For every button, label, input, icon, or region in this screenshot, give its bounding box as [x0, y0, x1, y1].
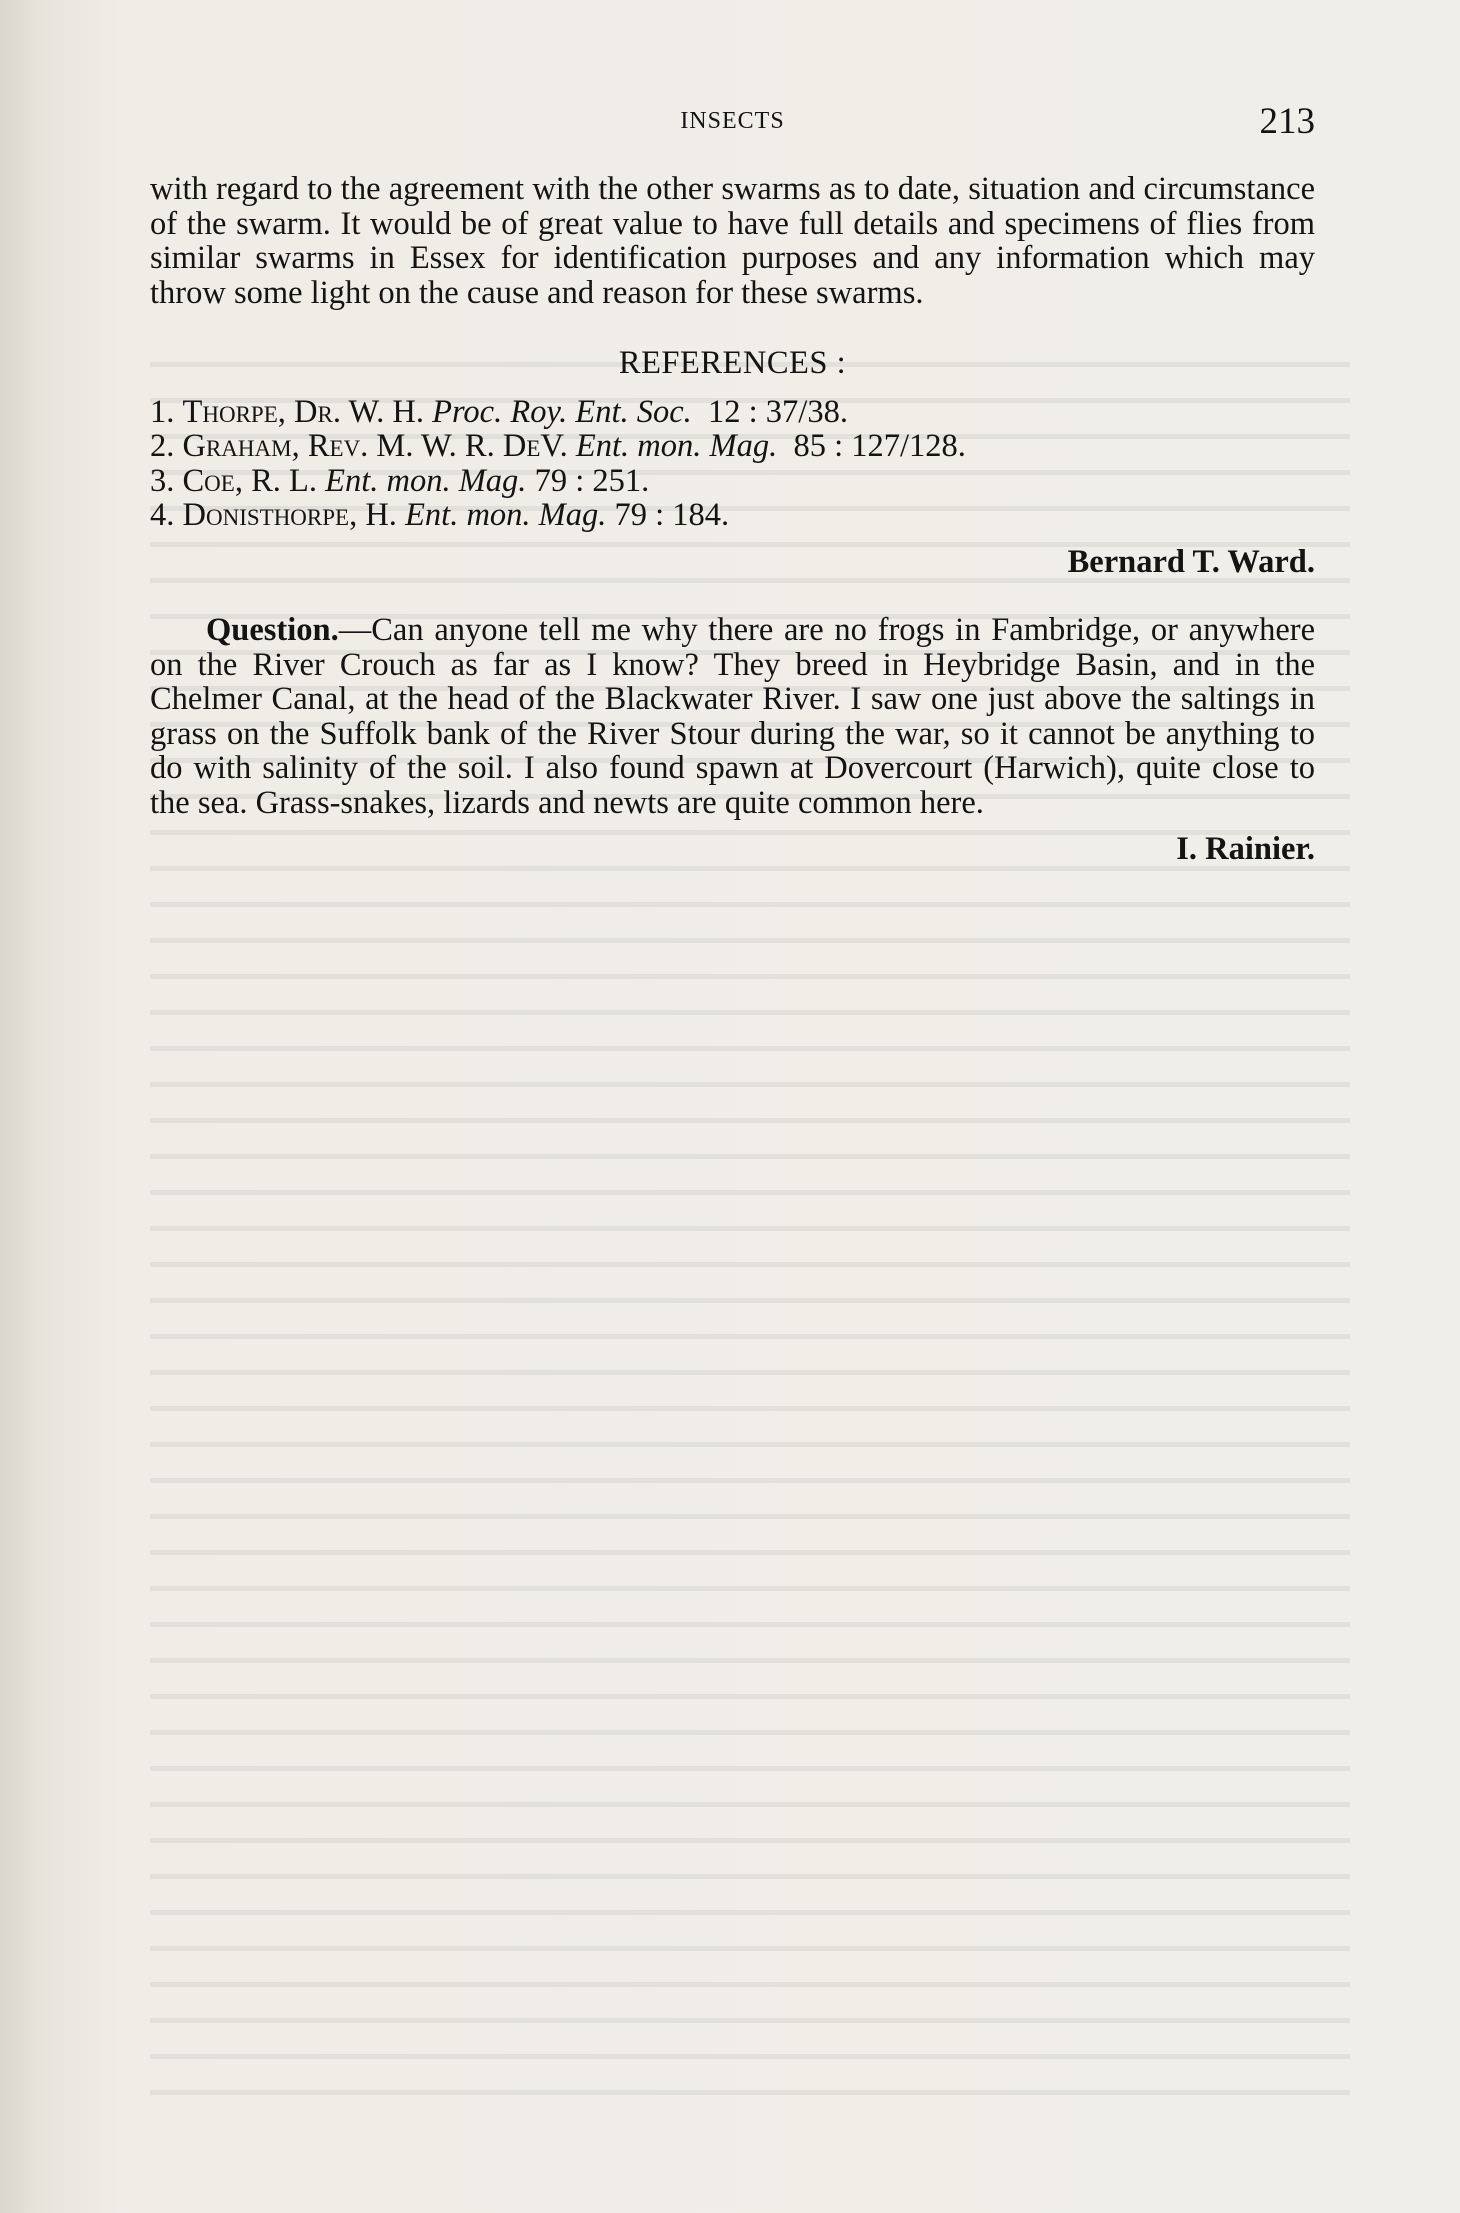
reference-citation: 79 : 251. [534, 462, 650, 499]
reference-journal: Proc. Roy. Ent. Soc. [432, 393, 692, 430]
reference-citation: 85 : 127/128. [793, 428, 966, 464]
reference-item [150, 395, 1315, 430]
question-text: —Can anyone tell me why there are no frogs in Fambridge, or anywhere on the River Crouch as far as I know? They breed in Heybridge Basin, and in the Chelmer Canal, at the head of the Blackwater River. I saw one just above the saltings in grass on the Suffolk bank of the River Stour during the war, so it cannot be anything to do with salinity of the soil. I also found spawn at Dovercourt (Harwich), quite close to the sea. Grass-snakes, lizards and newts are quite common here. [150, 612, 1315, 821]
reference-item [150, 498, 1315, 533]
reference-journal: Ent. mon. Mag. [575, 428, 778, 464]
page-number: 213 [1259, 101, 1315, 142]
signature-ward: Bernard T. Ward. [1067, 543, 1315, 580]
reference-author: Graham, Rev. M. W. R. DeV. [182, 428, 568, 464]
intro-paragraph: with regard to the agreement with the other swarms as to date, situation and circumstance of the swarm. It would be of great value to have full details and specimens of flies from similar swarms in Essex for identification purposes and any information which may throw some light on the cause and reason for these swarms. [150, 171, 1315, 311]
question-paragraph [150, 613, 1315, 820]
reference-author: Thorpe, Dr. W. H. [182, 393, 425, 430]
signature-rainier: I. Rainier. [1176, 831, 1315, 867]
question-label: Question. [206, 612, 339, 648]
reference-number: 2. [150, 428, 175, 464]
reference-number: 1. [150, 393, 175, 430]
reference-item [150, 429, 1315, 464]
references-heading: REFERENCES : [618, 345, 847, 381]
reference-citation: 12 : 37/38. [708, 393, 848, 430]
reference-item [150, 464, 1315, 499]
page-body [150, 172, 1315, 867]
reference-number: 4. [150, 497, 175, 533]
page-header [150, 100, 1315, 160]
reference-journal: Ent. mon. Mag. [405, 497, 607, 533]
reference-author: Donisthorpe, H. [182, 497, 397, 533]
references-list [150, 395, 1315, 533]
reference-number: 3. [150, 462, 175, 499]
reference-author: Coe, R. L. [182, 462, 317, 499]
reference-journal: Ent. mon. Mag. [325, 462, 527, 499]
reference-citation: 79 : 184. [614, 497, 730, 533]
running-head: INSECTS [680, 108, 785, 134]
